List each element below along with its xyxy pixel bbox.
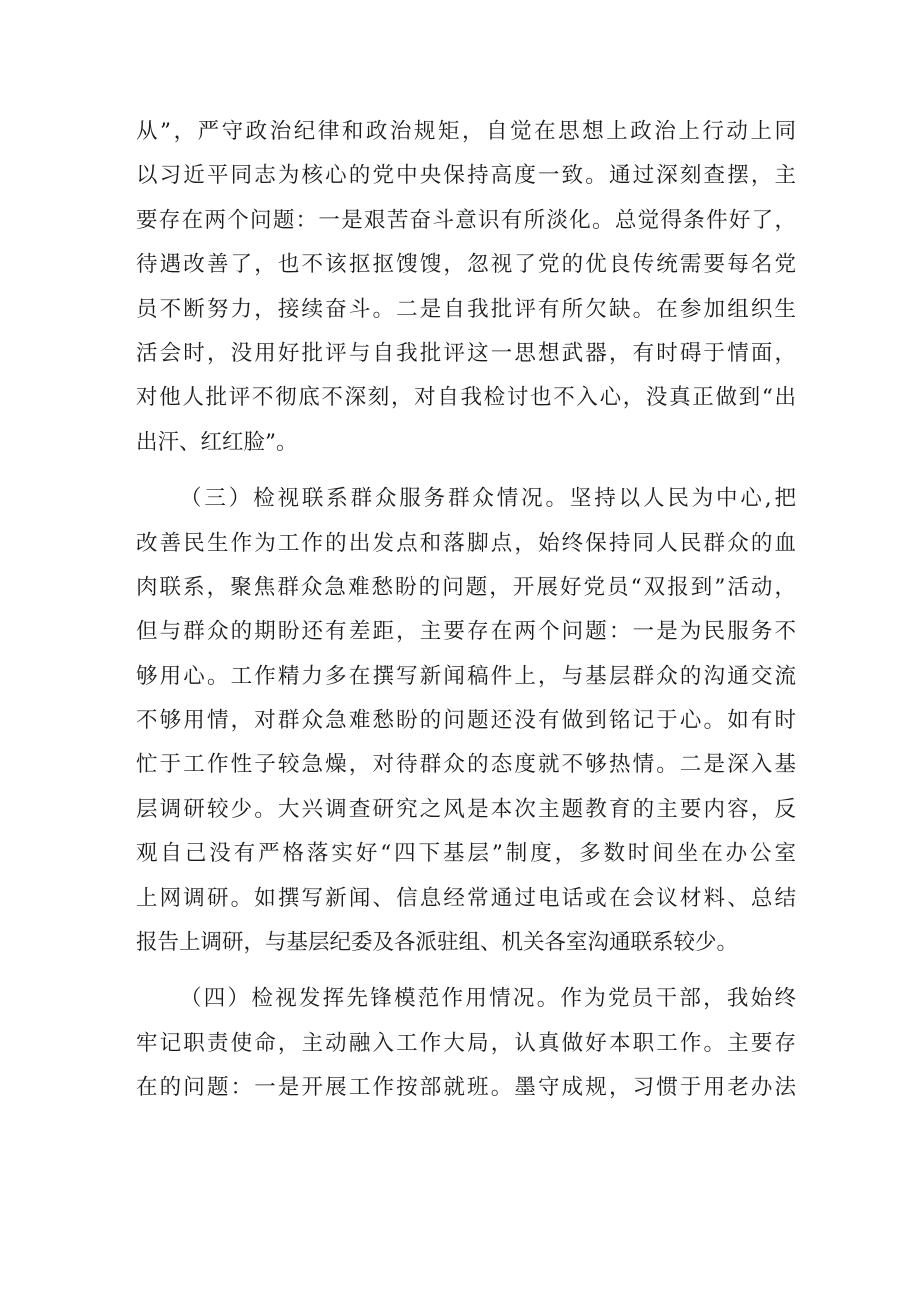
paragraph-3-line-2: 牢记职责使命，主动融入工作大局，认真做好本职工作。主要存 <box>136 1030 796 1056</box>
paragraph-1-line-2: 以习近平同志为核心的党中央保持高度一致。通过深刻查摆，主 <box>136 163 796 189</box>
paragraph-1-line-7: 对他人批评不彻底不深刻，对自我检讨也不入心，没真正做到“出 <box>136 385 796 411</box>
paragraph-2-line-10: 上网调研。如撰写新闻、信息经常通过电话或在会议材料、总结 <box>136 885 796 911</box>
document-body <box>136 110 796 1111</box>
paragraph-gap <box>136 465 796 477</box>
paragraph-1-line-6: 活会时，没用好批评与自我批评这一思想武器，有时碍于情面， <box>136 340 796 366</box>
paragraph-2-line-6: 不够用情，对群众急难愁盼的问题还没有做到铭记于心。如有时 <box>136 708 796 734</box>
paragraph-2-line-8: 层调研较少。大兴调查研究之风是本次主题教育的主要内容，反 <box>136 796 796 822</box>
paragraph-2-line-11: 报告上调研，与基层纪委及各派驻组、机关各室沟通联系较少。 <box>136 930 739 956</box>
paragraph-1-line-4: 待遇改善了，也不该抠抠馊馊，忽视了党的优良传统需要每名党 <box>136 252 796 278</box>
paragraph-2-line-5: 够用心。工作精力多在撰写新闻稿件上，与基层群众的沟通交流 <box>136 663 796 689</box>
paragraph-3-line-1: （四）检视发挥先锋模范作用情况。作为党员干部，我始终 <box>180 986 796 1012</box>
paragraph-gap <box>136 965 796 977</box>
paragraph-1-line-5: 员不断努力，接续奋斗。二是自我批评有所欠缺。在参加组织生 <box>136 296 796 322</box>
paragraph-2-line-4: 但与群众的期盼还有差距，主要存在两个问题：一是为民服务不 <box>136 619 796 645</box>
paragraph-2-line-1: （三）检视联系群众服务群众情况。坚持以人民为中心,把 <box>180 486 796 512</box>
paragraph-2-line-7: 忙于工作性子较急燥，对待群众的态度就不够热情。二是深入基 <box>136 752 796 778</box>
paragraph-2-line-3: 肉联系，聚焦群众急难愁盼的问题，开展好党员“双报到”活动， <box>136 574 796 600</box>
paragraph-1-line-3: 要存在两个问题：一是艰苦奋斗意识有所淡化。总觉得条件好了， <box>136 207 796 233</box>
paragraph-1-line-1: 从”，严守政治纪律和政治规矩，自觉在思想上政治上行动上同 <box>136 119 796 144</box>
paragraph-1-line-8: 出汗、红红脸”。 <box>136 429 298 455</box>
paragraph-2-line-2: 改善民生作为工作的出发点和落脚点，始终保持同人民群众的血 <box>136 530 796 556</box>
paragraph-3-line-3: 在的问题：一是开展工作按部就班。墨守成规，习惯于用老办法 <box>136 1075 796 1101</box>
paragraph-2-line-9: 观自己没有严格落实好“四下基层”制度，多数时间坐在办公室 <box>136 841 796 867</box>
